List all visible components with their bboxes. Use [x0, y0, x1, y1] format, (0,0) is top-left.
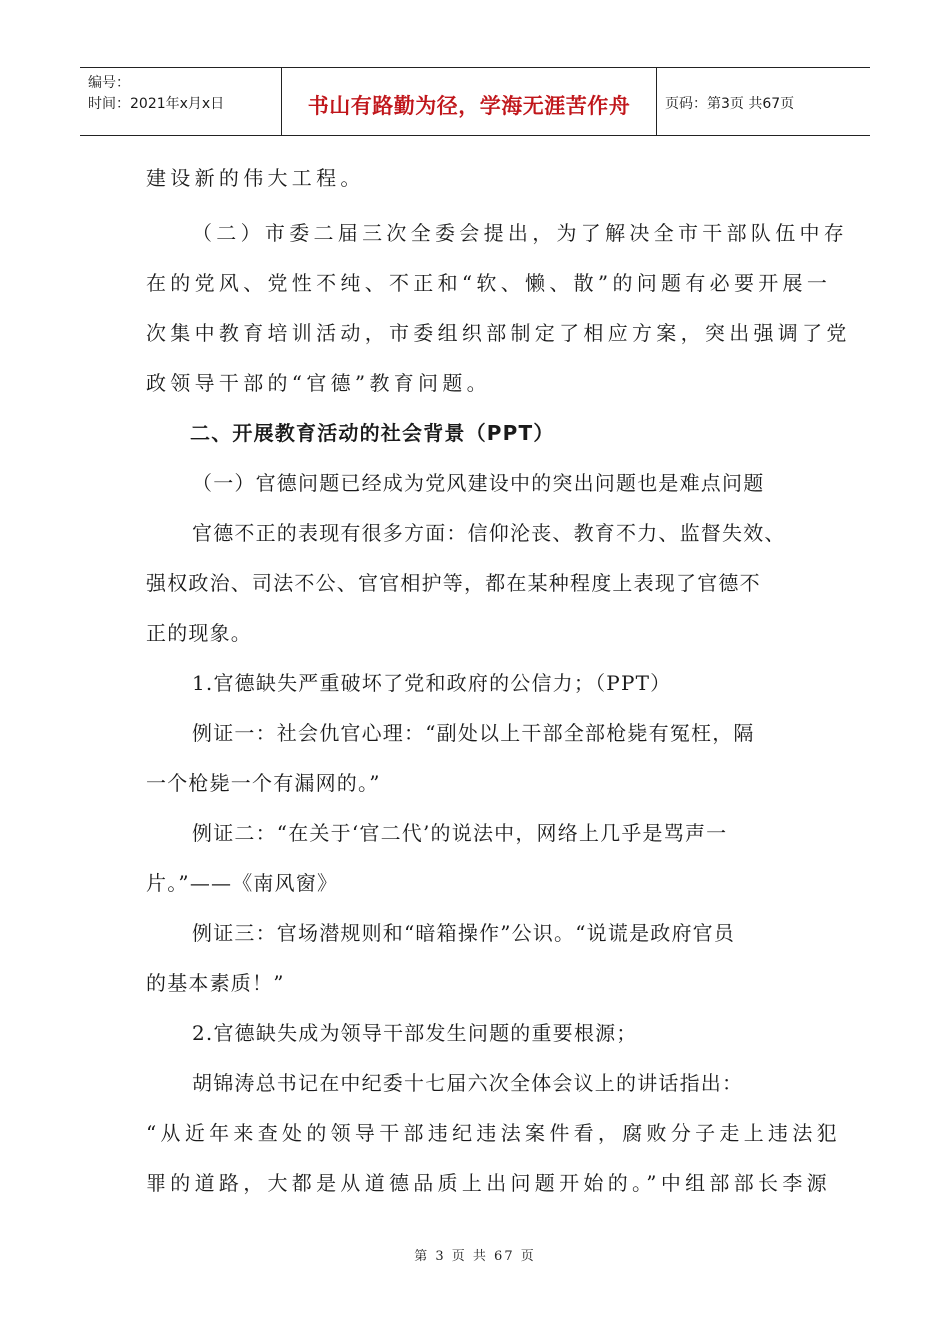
- header-page-info: 页码：第3页 共67页: [665, 95, 795, 112]
- paragraph-line: 官德不正的表现有很多方面：信仰沦丧、教育不力、监督失效、: [192, 521, 786, 545]
- paragraph-line: 建设新的伟大工程。: [146, 166, 365, 190]
- paragraph-line: 一个枪毙一个有漏网的。”: [146, 771, 381, 795]
- paragraph-line: 例证三：官场潜规则和“暗箱操作”公识。“说谎是政府官员: [192, 921, 736, 945]
- page-footer: 第 3 页 共 67 页: [414, 1249, 536, 1264]
- document-number-label: 编号：: [88, 75, 130, 91]
- paragraph-line: 例证一：社会仇官心理：“副处以上干部全部枪毙有冤枉，隔: [192, 721, 755, 745]
- header-motto: 书山有路勤为径，学海无涯苦作舟: [307, 93, 631, 118]
- numbered-point: 2.官德缺失成为领导干部发生问题的重要根源；: [192, 1021, 638, 1045]
- paragraph-line: 强权政治、司法不公、官官相护等，都在某种程度上表现了官德不: [146, 571, 761, 595]
- paragraph-line: （二）市委二届三次全委会提出，为了解决全市干部队伍中存: [192, 221, 849, 245]
- paragraph-line: 的基本素质！”: [146, 971, 285, 995]
- subsection-heading: （一）官德问题已经成为党风建设中的突出问题也是难点问题: [192, 471, 765, 495]
- header-meta: [80, 68, 282, 135]
- paragraph-line: 例证二：“在关于‘官二代’的说法中，网络上几乎是骂声一: [192, 821, 728, 845]
- header-page-info-cell: [657, 68, 870, 135]
- numbered-point: 1.官德缺失严重破坏了党和政府的公信力；（PPT）: [192, 671, 672, 695]
- paragraph-line: 次集中教育培训活动，市委组织部制定了相应方案，突出强调了党: [146, 321, 851, 345]
- document-header: [80, 67, 870, 136]
- header-motto-cell: [282, 68, 657, 135]
- paragraph-line: 在的党风、党性不纯、不正和“软、懒、散”的问题有必要开展一: [146, 271, 832, 295]
- paragraph-line: “从近年来查处的领导干部违纪违法案件看，腐败分子走上违法犯: [146, 1121, 841, 1145]
- paragraph-line: 片。”——《南风窗》: [146, 871, 339, 895]
- paragraph-line: 政领导干部的“官德”教育问题。: [146, 371, 491, 395]
- paragraph-line: 罪的道路，大都是从道德品质上出问题开始的。”中组部部长李源: [146, 1171, 831, 1195]
- document-date: 时间：2021年x月x日: [88, 96, 225, 112]
- paragraph-line: 胡锦涛总书记在中纪委十七届六次全体会议上的讲话指出：: [192, 1071, 744, 1095]
- paragraph-line: 正的现象。: [146, 621, 252, 645]
- section-heading: 二、开展教育活动的社会背景（PPT）: [190, 421, 555, 445]
